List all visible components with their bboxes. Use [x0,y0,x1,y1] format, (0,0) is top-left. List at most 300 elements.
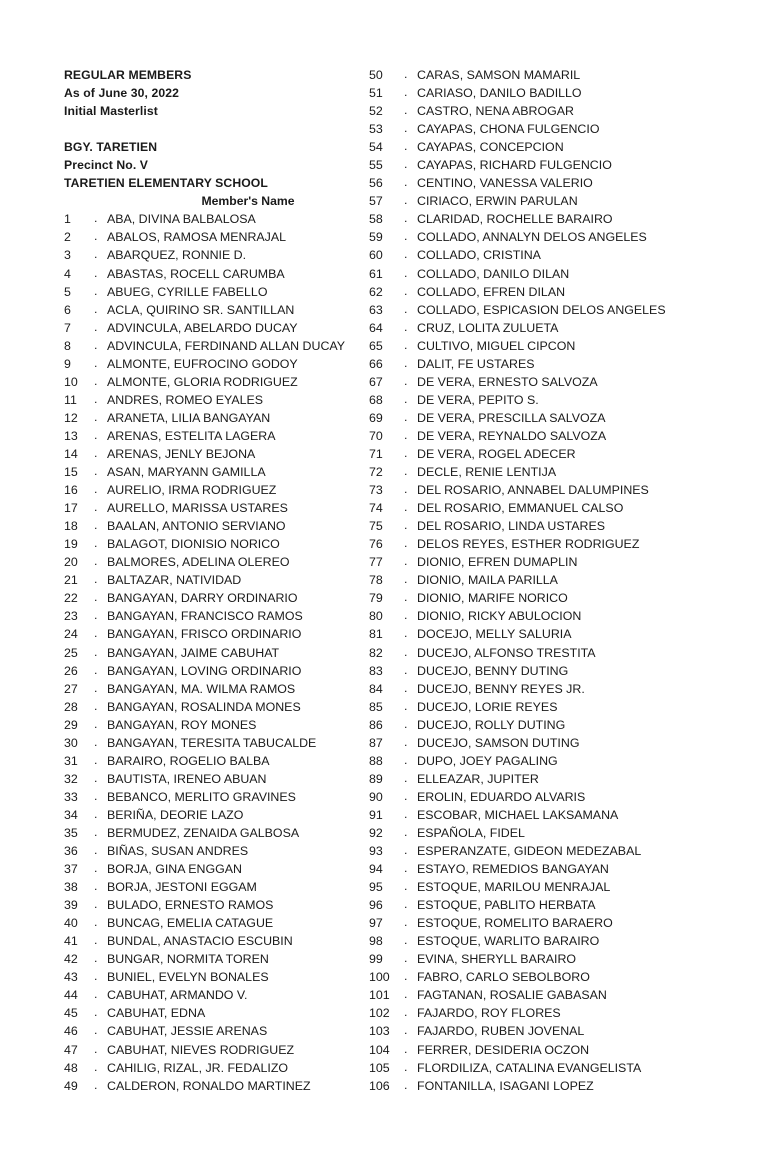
row-separator-dot: . [404,157,408,172]
row-separator-dot: . [404,536,408,551]
member-number: 54 [369,140,383,155]
member-number: 30 [64,735,78,750]
row-separator-dot: . [94,211,98,226]
row-separator-dot: . [94,590,98,605]
member-name: ADVINCULA, ABELARDO DUCAY [107,320,298,335]
member-number: 21 [64,573,78,588]
member-name: CABUHAT, ARMANDO V. [107,988,248,1003]
row-separator-dot: . [404,1077,408,1092]
member-row [64,662,364,680]
member-number: 57 [369,194,383,209]
row-separator-dot: . [404,806,408,821]
member-number: 87 [369,735,383,750]
member-row [369,427,709,445]
row-separator-dot: . [404,1023,408,1038]
member-name: ABUEG, CYRILLE FABELLO [107,284,268,299]
member-number: 101 [369,988,390,1003]
member-number: 81 [369,627,383,642]
row-separator-dot: . [94,1059,98,1074]
member-name: ARENAS, JENLY BEJONA [107,446,256,461]
member-number: 62 [369,284,383,299]
member-name: ELLEAZAR, JUPITER [417,771,539,786]
member-row [369,373,709,391]
member-name: BEBANCO, MERLITO GRAVINES [107,789,296,804]
row-separator-dot: . [94,319,98,334]
row-separator-dot: . [404,788,408,803]
member-row [369,1077,709,1095]
row-separator-dot: . [94,1077,98,1092]
member-number: 7 [64,320,71,335]
row-separator-dot: . [404,879,408,894]
member-number: 105 [369,1060,390,1075]
row-separator-dot: . [404,572,408,587]
member-row [369,806,709,824]
precinct-label: Precinct No. V [64,158,149,173]
row-separator-dot: . [94,229,98,244]
row-separator-dot: . [404,265,408,280]
member-row [64,301,364,319]
member-row [64,680,364,698]
member-row [369,246,709,264]
member-number: 16 [64,483,78,498]
venue-label: TARETIEN ELEMENTARY SCHOOL [64,176,268,191]
member-number: 17 [64,501,78,516]
member-name: FONTANILLA, ISAGANI LOPEZ [417,1078,594,1093]
member-name: BUNDAL, ANASTACIO ESCUBIN [107,934,293,949]
member-row [64,698,364,716]
row-separator-dot: . [404,824,408,839]
member-name: BUNIEL, EVELYN BONALES [107,970,269,985]
row-separator-dot: . [404,1041,408,1056]
row-separator-dot: . [404,391,408,406]
member-row [369,589,709,607]
member-name: CASTRO, NENA ABROGAR [417,104,574,119]
member-number: 64 [369,320,383,335]
member-number: 92 [369,825,383,840]
member-number: 93 [369,844,383,859]
member-name: COLLADO, ANNALYN DELOS ANGELES [417,230,647,245]
member-row [369,968,709,986]
member-number: 36 [64,844,78,859]
member-row [369,355,709,373]
member-name: BAUTISTA, IRENEO ABUAN [107,771,267,786]
member-name: DUCEJO, BENNY DUTING [417,663,569,678]
member-row [369,932,709,950]
row-separator-dot: . [94,752,98,767]
row-separator-dot: . [94,698,98,713]
member-number: 58 [369,212,383,227]
row-separator-dot: . [94,554,98,569]
member-row [64,499,364,517]
member-row [64,788,364,806]
member-name: BANGAYAN, JAIME CABUHAT [107,645,280,660]
member-row [64,806,364,824]
member-number: 78 [369,573,383,588]
member-row [64,228,364,246]
member-name: BANGAYAN, MA. WILMA RAMOS [107,681,296,696]
member-number: 51 [369,86,383,101]
member-number: 70 [369,428,383,443]
member-name: ALMONTE, EUFROCINO GODOY [107,356,298,371]
member-number: 59 [369,230,383,245]
member-row [369,156,709,174]
member-name: DIONIO, RICKY ABULOCION [417,609,582,624]
member-row [369,319,709,337]
row-separator-dot: . [94,500,98,515]
member-row [369,463,709,481]
member-number: 2 [64,230,71,245]
member-number: 60 [369,248,383,263]
row-separator-dot: . [404,933,408,948]
member-row [369,210,709,228]
masterlist-title: REGULAR MEMBERS [64,68,192,82]
member-name: BANGAYAN, TERESITA TABUCALDE [107,735,317,750]
member-name: DUCEJO, BENNY REYES JR. [417,681,585,696]
member-name: FLORDILIZA, CATALINA EVANGELISTA [417,1060,642,1075]
member-row [64,824,364,842]
member-number: 80 [369,609,383,624]
member-number: 46 [64,1024,78,1039]
member-name: DEL ROSARIO, LINDA USTARES [417,519,605,534]
member-name: DUCEJO, LORIE REYES [417,699,558,714]
masterlist-asof-date: As of June 30, 2022 [64,86,180,101]
member-name: ESTAYO, REMEDIOS BANGAYAN [417,862,609,877]
row-separator-dot: . [94,951,98,966]
member-row [64,1041,364,1059]
member-row [369,192,709,210]
row-separator-dot: . [404,897,408,912]
member-name: ARENAS, ESTELITA LAGERA [107,428,276,443]
row-separator-dot: . [94,969,98,984]
member-number: 66 [369,356,383,371]
member-number: 44 [64,988,78,1003]
member-number: 3 [64,248,71,263]
member-name: CULTIVO, MIGUEL CIPCON [417,338,576,353]
row-separator-dot: . [404,680,408,695]
member-name: FABRO, CARLO SEBOLBORO [417,970,590,985]
member-row [369,788,709,806]
member-row [369,120,709,138]
row-separator-dot: . [94,427,98,442]
member-row [64,1077,364,1095]
member-name: DE VERA, ROGEL ADECER [417,446,576,461]
member-row [64,409,364,427]
row-separator-dot: . [94,409,98,424]
member-name: ABA, DIVINA BALBALOSA [107,212,256,227]
member-row [64,896,364,914]
row-separator-dot: . [404,211,408,226]
member-name: BANGAYAN, LOVING ORDINARIO [107,663,302,678]
member-number: 41 [64,934,78,949]
member-row [64,571,364,589]
member-row [64,1022,364,1040]
member-number: 10 [64,374,78,389]
row-separator-dot: . [94,879,98,894]
row-separator-dot: . [94,283,98,298]
member-row [64,246,364,264]
member-name: COLLADO, ESPICASION DELOS ANGELES [417,302,666,317]
member-row [64,860,364,878]
member-name: DUCEJO, SAMSON DUTING [417,735,580,750]
row-separator-dot: . [94,1023,98,1038]
member-row [369,517,709,535]
member-name: BARAIRO, ROGELIO BALBA [107,753,270,768]
member-row [64,373,364,391]
row-separator-dot: . [404,716,408,731]
row-separator-dot: . [404,861,408,876]
member-name: DEL ROSARIO, EMMANUEL CALSO [417,501,624,516]
member-number: 23 [64,609,78,624]
member-name: DECLE, RENIE LENTIJA [417,465,557,480]
member-name: BALMORES, ADELINA OLEREO [107,555,290,570]
member-row [369,1004,709,1022]
member-name: DIONIO, MAILA PARILLA [417,573,558,588]
member-name: ESTOQUE, WARLITO BARAIRO [417,934,600,949]
member-name: CRUZ, LOLITA ZULUETA [417,320,559,335]
member-name: CAYAPAS, RICHARD FULGENCIO [417,158,612,173]
member-number: 47 [64,1042,78,1057]
member-row [369,66,709,84]
member-row [369,445,709,463]
row-separator-dot: . [404,175,408,190]
member-row [369,878,709,896]
member-number: 35 [64,825,78,840]
member-number: 29 [64,717,78,732]
member-name: FERRER, DESIDERIA OCZON [417,1042,590,1057]
member-name: FAJARDO, ROY FLORES [417,1006,561,1021]
member-number: 95 [369,880,383,895]
row-separator-dot: . [404,843,408,858]
member-row [64,283,364,301]
member-number: 25 [64,645,78,660]
member-name: ABARQUEZ, RONNIE D. [107,248,247,263]
row-separator-dot: . [404,67,408,81]
member-row [64,644,364,662]
member-name: BANGAYAN, ROY MONES [107,717,257,732]
member-number: 74 [369,501,383,516]
row-separator-dot: . [94,518,98,533]
member-number: 106 [369,1078,390,1093]
row-separator-dot: . [404,915,408,930]
member-name: ABASTAS, ROCELL CARUMBA [107,266,285,281]
member-name: ESPAÑOLA, FIDEL [417,825,525,840]
member-number: 55 [369,158,383,173]
member-name: CLARIDAD, ROCHELLE BARAIRO [417,212,613,227]
member-number: 11 [64,392,77,407]
row-separator-dot: . [404,608,408,623]
member-number: 83 [369,663,383,678]
member-name: BERIÑA, DEORIE LAZO [107,807,244,822]
member-name: FAGTANAN, ROSALIE GABASAN [417,988,607,1003]
member-number: 71 [369,446,383,461]
member-number: 43 [64,970,78,985]
member-number: 20 [64,555,78,570]
member-row [64,1004,364,1022]
row-separator-dot: . [94,680,98,695]
member-name: DEL ROSARIO, ANNABEL DALUMPINES [417,483,649,498]
member-row [64,968,364,986]
member-row [64,607,364,625]
member-name: COLLADO, DANILO DILAN [417,266,570,281]
member-name: ESTOQUE, PABLITO HERBATA [417,898,596,913]
row-separator-dot: . [404,283,408,298]
member-name: BORJA, JESTONI EGGAM [107,880,257,895]
member-number: 40 [64,916,78,931]
member-name: BAALAN, ANTONIO SERVIANO [107,519,286,534]
member-row [64,337,364,355]
member-row [369,716,709,734]
row-separator-dot: . [404,427,408,442]
row-separator-dot: . [404,770,408,785]
member-number: 37 [64,862,78,877]
member-row [369,301,709,319]
member-number: 97 [369,916,383,931]
masterlist-subtitle: Initial Masterlist [64,104,158,119]
member-row [369,986,709,1004]
row-separator-dot: . [94,861,98,876]
row-separator-dot: . [94,843,98,858]
member-name: DE VERA, ERNESTO SALVOZA [417,374,598,389]
member-name: CENTINO, VANESSA VALERIO [417,176,593,191]
member-number: 52 [369,104,383,119]
row-separator-dot: . [94,265,98,280]
row-separator-dot: . [404,193,408,208]
member-row [64,553,364,571]
member-name: DELOS REYES, ESTHER RODRIGUEZ [417,537,640,552]
member-name: BANGAYAN, ROSALINDA MONES [107,699,301,714]
row-separator-dot: . [94,536,98,551]
member-number: 28 [64,699,78,714]
row-separator-dot: . [94,337,98,352]
members-name-column-header: Member's Name [201,194,295,209]
row-separator-dot: . [94,391,98,406]
row-separator-dot: . [404,698,408,713]
member-row [369,535,709,553]
member-number: 88 [369,753,383,768]
member-name: AURELIO, IRMA RODRIGUEZ [107,483,277,498]
row-separator-dot: . [404,409,408,424]
row-separator-dot: . [404,355,408,370]
member-name: CARAS, SAMSON MAMARIL [417,68,581,82]
member-row [369,102,709,120]
member-number: 14 [64,446,78,461]
member-row [64,625,364,643]
member-number: 68 [369,392,383,407]
member-row [64,752,364,770]
member-name: CABUHAT, NIEVES RODRIGUEZ [107,1042,295,1057]
left-member-list [64,210,364,1094]
row-separator-dot: . [94,301,98,316]
member-row [369,698,709,716]
member-name: CALDERON, RONALDO MARTINEZ [107,1078,311,1093]
member-number: 26 [64,663,78,678]
member-number: 69 [369,410,383,425]
member-row [369,770,709,788]
row-separator-dot: . [404,319,408,334]
member-row [369,860,709,878]
member-row [369,481,709,499]
member-name: DALIT, FE USTARES [417,356,535,371]
member-row [369,174,709,192]
member-number: 102 [369,1006,390,1021]
member-number: 82 [369,645,383,660]
member-name: CAYAPAS, CONCEPCION [417,140,564,155]
member-number: 22 [64,591,78,606]
member-name: CABUHAT, JESSIE ARENAS [107,1024,268,1039]
member-name: ASAN, MARYANN GAMILLA [107,465,266,480]
member-row [64,265,364,283]
member-number: 91 [369,807,383,822]
member-number: 33 [64,789,78,804]
member-number: 4 [64,266,71,281]
member-row [369,734,709,752]
member-row [64,481,364,499]
row-separator-dot: . [404,518,408,533]
member-number: 49 [64,1078,78,1093]
right-member-list [369,66,709,1095]
member-number: 89 [369,771,383,786]
member-row [369,914,709,932]
member-number: 72 [369,465,383,480]
member-number: 48 [64,1060,78,1075]
member-row [64,535,364,553]
member-row [369,752,709,770]
row-separator-dot: . [404,373,408,388]
member-row [64,770,364,788]
row-separator-dot: . [404,103,408,118]
member-number: 86 [369,717,383,732]
member-row [64,391,364,409]
member-name: DIONIO, MARIFE NORICO [417,591,568,606]
member-number: 77 [369,555,383,570]
row-separator-dot: . [404,969,408,984]
member-number: 103 [369,1024,390,1039]
member-name: BUNGAR, NORMITA TOREN [107,952,269,967]
member-number: 65 [369,338,383,353]
row-separator-dot: . [94,734,98,749]
member-name: CAHILIG, RIZAL, JR. FEDALIZO [107,1060,289,1075]
row-separator-dot: . [94,572,98,587]
member-row [369,409,709,427]
member-row [369,138,709,156]
member-number: 13 [64,428,78,443]
member-name: DUCEJO, ROLLY DUTING [417,717,566,732]
row-separator-dot: . [94,662,98,677]
member-row [369,824,709,842]
member-row [64,914,364,932]
member-row [64,210,364,228]
member-number: 50 [369,68,383,82]
member-number: 5 [64,284,71,299]
member-name: EROLIN, EDUARDO ALVARIS [417,789,586,804]
member-name: FAJARDO, RUBEN JOVENAL [417,1024,585,1039]
member-row [369,680,709,698]
row-separator-dot: . [94,824,98,839]
member-number: 27 [64,681,78,696]
row-separator-dot: . [404,482,408,497]
member-number: 75 [369,519,383,534]
member-row [64,589,364,607]
member-row [369,571,709,589]
member-name: DIONIO, EFREN DUMAPLIN [417,555,578,570]
member-name: CARIASO, DANILO BADILLO [417,86,582,101]
member-name: BALAGOT, DIONISIO NORICO [107,537,280,552]
member-number: 8 [64,338,71,353]
member-number: 94 [369,862,383,877]
member-number: 85 [369,699,383,714]
row-separator-dot: . [94,915,98,930]
member-number: 99 [369,952,383,967]
